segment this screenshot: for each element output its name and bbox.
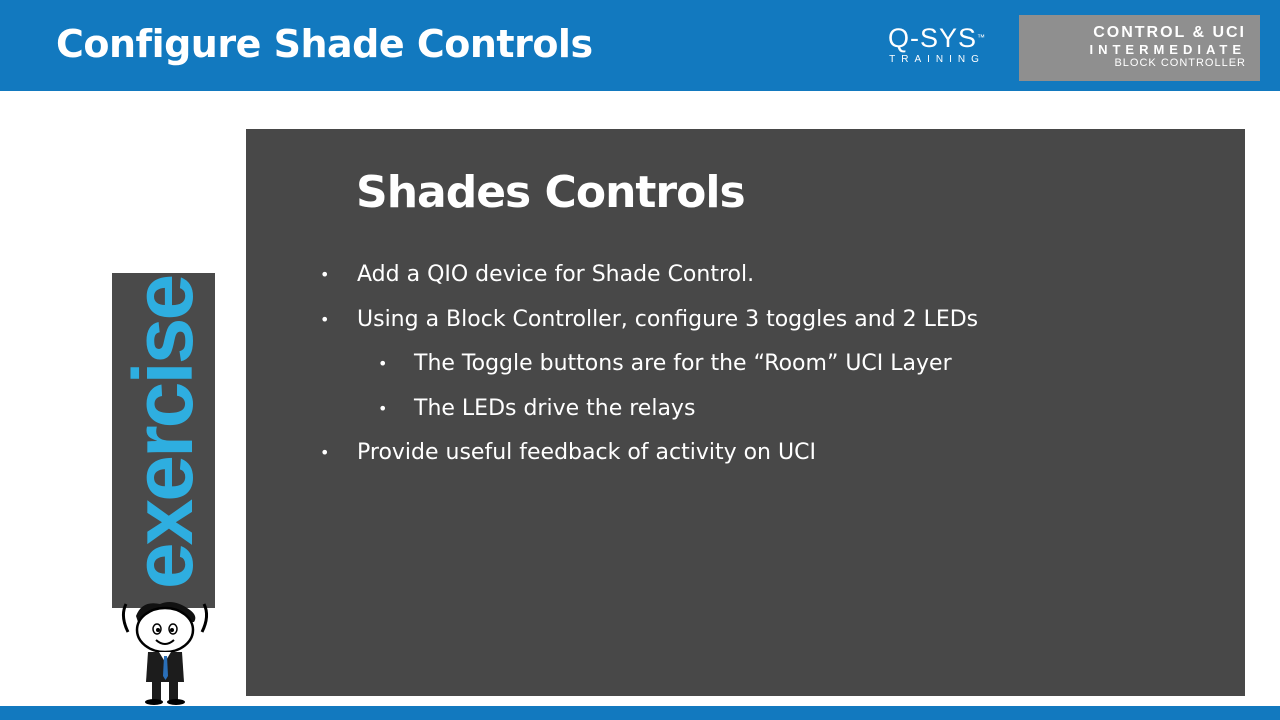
- course-line-2: INTERMEDIATE: [1089, 42, 1246, 57]
- exercise-label: exercise: [116, 276, 210, 590]
- bullet-text: for Shade Control.: [547, 262, 755, 287]
- bullet-dot-icon: •: [320, 309, 330, 329]
- slide-title: Configure Shade Controls: [56, 22, 593, 66]
- footer-bar: [0, 706, 1280, 720]
- bullet-item: [320, 258, 978, 303]
- cartoon-character-icon: [112, 596, 222, 706]
- brand-name: Q-SYS: [887, 23, 978, 53]
- bullet-text: Using: [357, 306, 426, 332]
- panel-heading: Shades Controls: [356, 167, 745, 218]
- sub-bullet-item: [320, 392, 978, 437]
- bullet-dot-icon: •: [378, 398, 388, 418]
- bullet-keyword: QIO device: [427, 262, 548, 287]
- brand-tagline: TRAINING: [889, 54, 985, 65]
- header-bar: [0, 0, 1280, 91]
- bullet-dot-icon: •: [378, 354, 388, 373]
- bullet-text: The LEDs drive the relays: [414, 395, 696, 421]
- exercise-banner: [112, 273, 215, 608]
- bullet-keyword: a Block Controller: [425, 306, 621, 332]
- bullet-list: [320, 258, 978, 481]
- bullet-text: The Toggle buttons are for the “Room” UCI Layer: [414, 351, 952, 376]
- bullet-item: [320, 303, 978, 348]
- bullet-dot-icon: •: [320, 265, 330, 284]
- trademark-mark: ™: [977, 33, 987, 42]
- qsys-logo: [866, 24, 1008, 66]
- content-panel: [246, 129, 1245, 696]
- sub-bullet-item: [320, 347, 978, 392]
- bullet-text: , configure 3 toggles and 2 LEDs: [620, 306, 979, 332]
- bullet-text: Provide useful feedback of activity on UCI: [357, 440, 816, 465]
- bullet-item: [320, 436, 978, 481]
- bullet-dot-icon: •: [320, 443, 330, 462]
- course-line-3: BLOCK CONTROLLER: [1114, 57, 1246, 69]
- course-badge: [1019, 15, 1260, 81]
- course-line-1: CONTROL & UCI: [1093, 24, 1246, 41]
- bullet-text: Add a: [357, 262, 428, 287]
